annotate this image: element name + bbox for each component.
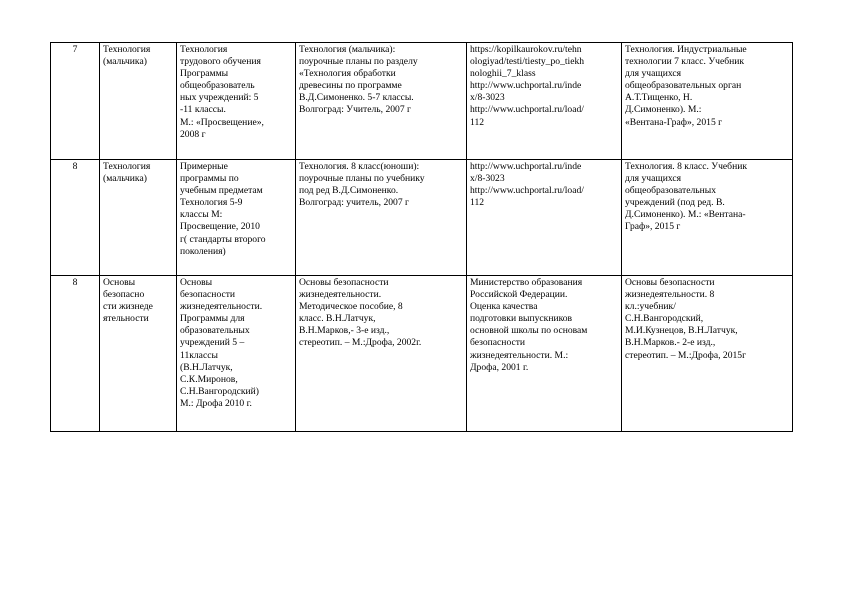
program-cell: Технология трудового обучения Программы общеобразователь ных учреждений: 5 -11 классы. М.: «Просвещение», 2008 г [177,43,296,160]
table-row [51,43,793,160]
textbook-cell: Основы безопасности жизнедеятельности. 8 кл.:учебник/ С.Н.Вангородский, М.И.Кузнецов, В.Н.Латчук, В.Н.Марков.- 2-е изд., стереотип. – М.:Дрофа, 2015г [622,276,793,432]
table-row [51,160,793,276]
row-number: 7 [51,43,100,160]
resources-cell: http://www.uchportal.ru/inde x/8-3023 http://www.uchportal.ru/load/ 112 [467,160,622,276]
resources-cell: Министерство образования Российской Федерации. Оценка качества подготовки выпускников основной школы по основам безопасности жизнедеятельности. М.: Дрофа, 2001 г. [467,276,622,432]
curriculum-table [50,42,793,432]
subject-cell: Основы безопасно сти жизнеде ятельности [100,276,177,432]
program-cell: Примерные программы по учебным предметам Технология 5-9 классы М: Просвещение, 2010 г( стандарты второго поколения) [177,160,296,276]
program-cell: Основы безопасности жизнедеятельности. Программы для образовательных учреждений 5 – 11классы (В.Н.Латчук, С.К.Миронов, С.Н.Вангородский) М.: Дрофа 2010 г. [177,276,296,432]
row-number: 8 [51,160,100,276]
textbook-cell: Технология. 8 класс. Учебник для учащихся общеобразовательных учреждений (под ред. В. Д.Симоненко). М.: «Вентана- Граф», 2015 г [622,160,793,276]
methodical-cell: Основы безопасности жизнедеятельности. Методическое пособие, 8 класс. В.Н.Латчук, В.Н.Марков,- 3-е изд., стереотип. – М.:Дрофа, 2002г. [296,276,467,432]
textbook-cell: Технология. Индустриальные технологии 7 класс. Учебник для учащихся общеобразовательных орган А.Т.Тищенко, Н. Д.Симоненко). М.: «Вентана-Граф», 2015 г [622,43,793,160]
subject-cell: Технология (мальчика) [100,160,177,276]
methodical-cell: Технология (мальчика): поурочные планы по разделу «Технология обработки древесины по программе В.Д.Симоненко. 5-7 классы. Волгоград: Учитель, 2007 г [296,43,467,160]
resources-cell: https://kopilkaurokov.ru/tehn ologiyad/testi/tiesty_po_tiekh nologhii_7_klass http://www.uchportal.ru/inde x/8-3023 http://www.uchportal.ru/load/ 112 [467,43,622,160]
methodical-cell: Технология. 8 класс(юноши): поурочные планы по учебнику под ред В.Д.Симоненко. Волгоград: учитель, 2007 г [296,160,467,276]
subject-cell: Технология (мальчика) [100,43,177,160]
row-number: 8 [51,276,100,432]
table-row [51,276,793,432]
